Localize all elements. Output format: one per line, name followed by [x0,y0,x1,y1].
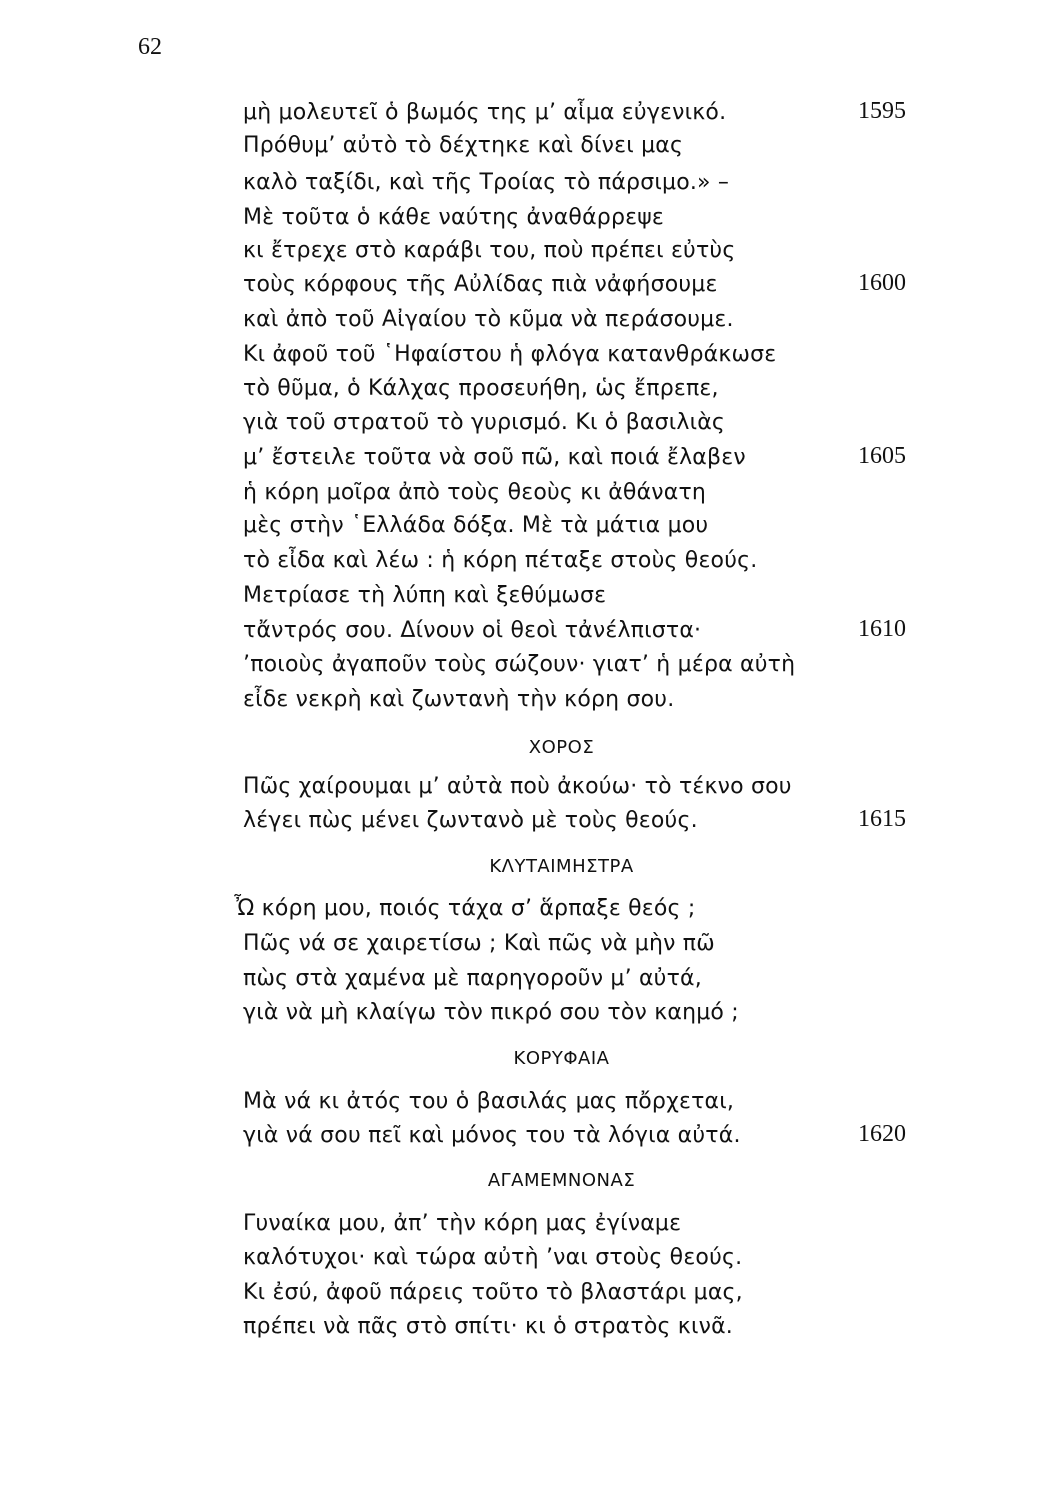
verse-line: μ’ ἔστειλε τοῦτα νὰ σοῦ πῶ, καὶ ποιά ἔλαβεν [243,445,746,470]
line-number: 1605 [858,443,906,469]
verse-line: Γυναίκα μου, ἀπ’ τὴν κόρη μας ἐγίναμε [243,1211,682,1236]
verse-line: τὸ θῦμα, ὁ Κάλχας προσευήθη, ὡς ἔπρεπε, [243,376,719,401]
verse-line: πὼς στὰ χαμένα μὲ παρηγοροῦν μ’ αὐτά, [243,966,702,991]
line-number: 1595 [858,98,906,124]
page-number: 62 [138,34,162,60]
speaker-name: ΚΛΥΤΑΙΜΗΣΤΡΑ [489,856,634,877]
verse-line: μὲς στὴν ῾Ελλάδα δόξα. Μὲ τὰ μάτια μου [243,513,709,538]
verse-line: κι ἔτρεχε στὸ καράβι του, ποὺ πρέπει εὐτὺς [243,238,736,263]
line-number: 1615 [858,806,906,832]
verse-line: Ὦ κόρη μου, ποιός τάχα σ’ ἅρπαξε θεός ; [234,896,696,921]
verse-line: Πῶς χαίρουμαι μ’ αὐτὰ ποὺ ἀκούω· τὸ τέκνο σου [243,774,792,799]
verse-line: τοὺς κόρφους τῆς Αὐλίδας πιὰ νἀφήσουμε [243,272,718,297]
speaker-label [0,1048,1047,1069]
speaker-name: ΑΓΑΜΕΜΝΟΝΑΣ [487,1170,636,1191]
verse-line: Μετρίασε τὴ λύπη καὶ ξεθύμωσε [243,583,607,608]
verse-line: μὴ μολευτεῖ ὁ βωμός της μ’ αἷμα εὐγενικό. [243,100,727,125]
verse-line: Πρόθυμ’ αὐτὸ τὸ δέχτηκε καὶ δίνει μας [243,133,684,158]
verse-line: ’ποιοὺς ἀγαποῦν τοὺς σώζουν· γιατ’ ἡ μέρα αὐτὴ [243,652,796,677]
verse-line: τἄντρός σου. Δίνουν οἱ θεοὶ τἀνέλπιστα· [243,618,702,643]
verse-line: γιὰ νὰ μὴ κλαίγω τὸν πικρό σου τὸν καημό ; [243,1000,739,1025]
verse-line: γιὰ νά σου πεῖ καὶ μόνος του τὰ λόγια αὐτά. [243,1123,741,1148]
verse-line: Κι ἐσύ, ἀφοῦ πάρεις τοῦτο τὸ βλαστάρι μας, [243,1280,743,1305]
speaker-label [0,1170,1047,1191]
verse-line: ἡ κόρη μοῖρα ἀπὸ τοὺς θεοὺς κι ἀθάνατη [243,480,707,505]
line-number: 1610 [858,616,906,642]
line-number: 1600 [858,270,906,296]
verse-line: τὸ εἶδα καὶ λέω : ἡ κόρη πέταξε στοὺς θεούς. [243,548,758,573]
speaker-name: ΧΟΡΟΣ [528,737,595,758]
verse-line: καὶ ἀπὸ τοῦ Αἰγαίου τὸ κῦμα νὰ περάσουμε. [243,307,734,332]
verse-line: Μὰ νά κι ἀτός του ὁ βασιλάς μας πὄρχεται, [243,1089,735,1114]
verse-line: Κι ἀφοῦ τοῦ ῾Ηφαίστου ἡ φλόγα κατανθράκωσε [243,342,777,367]
verse-line: πρέπει νὰ πᾶς στὸ σπίτι· κι ὁ στρατὸς κινᾶ. [243,1314,733,1339]
verse-line: καλὸ ταξίδι, καὶ τῆς Τροίας τὸ πάρσιμο.» – [243,170,730,195]
verse-line: εἶδε νεκρὴ καὶ ζωντανὴ τὴν κόρη σου. [243,687,675,712]
speaker-label [0,856,1047,877]
speaker-name: ΚΟΡΥΦΑΙΑ [513,1048,610,1069]
verse-line: γιὰ τοῦ στρατοῦ τὸ γυρισμό. Κι ὁ βασιλιὰς [243,410,726,435]
speaker-label [0,737,1047,758]
verse-line: λέγει πὼς μένει ζωντανὸ μὲ τοὺς θεούς. [243,808,698,833]
verse-line: Μὲ τοῦτα ὁ κάθε ναύτης ἀναθάρρεψε [243,205,665,230]
verse-line: Πῶς νά σε χαιρετίσω ; Καὶ πῶς νὰ μὴν πῶ [243,931,715,956]
line-number: 1620 [858,1121,906,1147]
verse-line: καλότυχοι· καὶ τώρα αὐτὴ ’ναι στοὺς θεούς. [243,1245,743,1270]
